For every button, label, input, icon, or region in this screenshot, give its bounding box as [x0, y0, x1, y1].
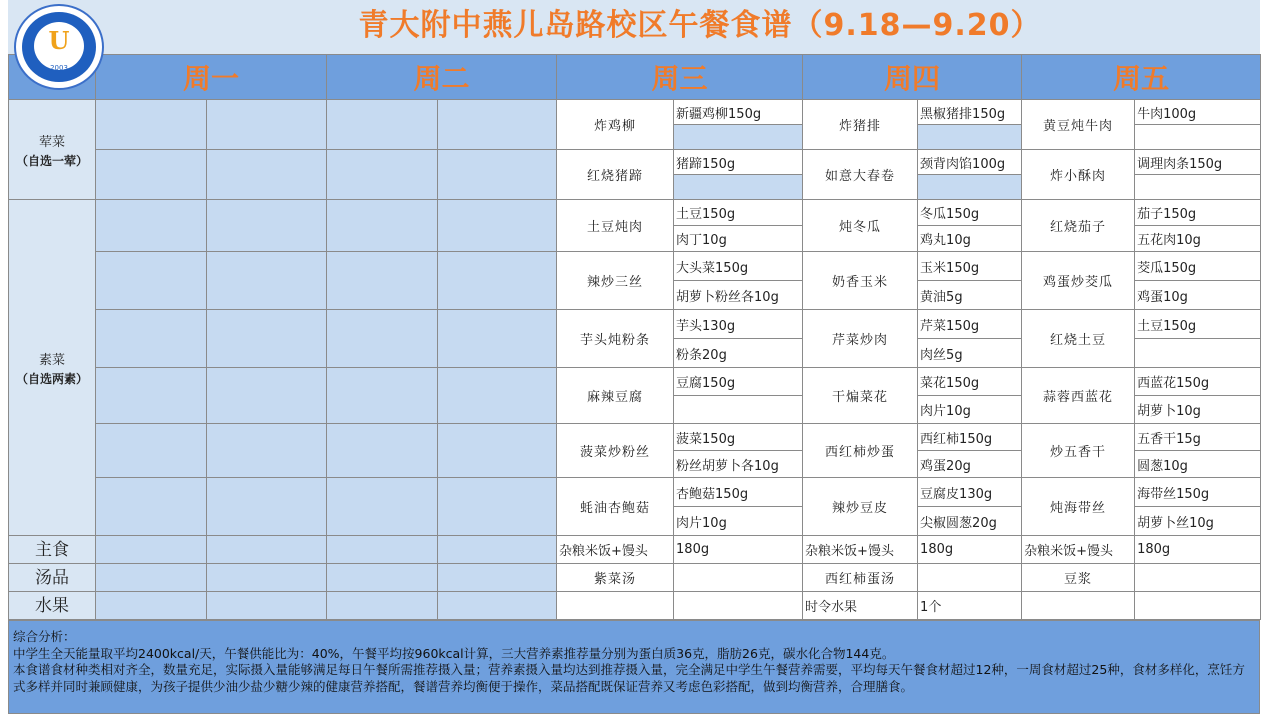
- soup-wed-amount: [674, 564, 803, 592]
- fruit-blank: [438, 592, 557, 620]
- meat-blank: [327, 100, 438, 150]
- ingredient: 菜花150g: [918, 368, 1022, 396]
- dish-name: 芹菜炒肉: [803, 310, 918, 368]
- meat-blank: [918, 125, 1022, 150]
- soup-fri-amount: [1135, 564, 1261, 592]
- soup-blank: [207, 564, 327, 592]
- veg-blank: [207, 310, 327, 368]
- staple-blank: [438, 536, 557, 564]
- dish-name: 炸小酥肉: [1022, 150, 1135, 200]
- fruit-blank: [327, 592, 438, 620]
- veg-blank: [207, 478, 327, 536]
- fruit-blank: [207, 592, 327, 620]
- ingredient: [674, 396, 803, 424]
- ingredient: [1135, 175, 1261, 200]
- veg-blank: [327, 200, 438, 252]
- staple-row: [9, 536, 1261, 564]
- veg-row: [9, 424, 1261, 451]
- ingredient: 茭瓜150g: [1135, 252, 1261, 281]
- dish-name: 红烧茄子: [1022, 200, 1135, 252]
- fruit-row: [9, 592, 1261, 620]
- category-meat-note: （自选一荤）: [15, 153, 88, 168]
- meat-blank: [96, 100, 207, 150]
- ingredient: 粉丝胡萝卜各10g: [674, 451, 803, 478]
- ingredient: 尖椒圆葱20g: [918, 507, 1022, 536]
- soup-blank: [327, 564, 438, 592]
- veg-row: [9, 368, 1261, 396]
- day-tuesday: 周二: [327, 55, 557, 100]
- nutrition-summary: [8, 620, 1260, 714]
- veg-blank: [327, 478, 438, 536]
- category-meat: [9, 100, 96, 200]
- meat-row: [9, 100, 1261, 125]
- ingredient: 牛肉100g: [1135, 100, 1261, 125]
- veg-blank: [96, 200, 207, 252]
- soup-blank: [438, 564, 557, 592]
- logo-mark: U: [48, 26, 70, 55]
- veg-blank: [207, 200, 327, 252]
- ingredient: 海带丝150g: [1135, 478, 1261, 507]
- ingredient: 颈背肉馅100g: [918, 150, 1022, 175]
- ingredient: [1135, 339, 1261, 368]
- ingredient: 土豆150g: [674, 200, 803, 226]
- ingredient: 茄子150g: [1135, 200, 1261, 226]
- staple-thu-dish: 杂粮米饭+馒头: [803, 536, 918, 564]
- veg-blank: [96, 310, 207, 368]
- dish-name: 炸鸡柳: [557, 100, 674, 150]
- soup-thu-amount: [918, 564, 1022, 592]
- dish-name: 黄豆炖牛肉: [1022, 100, 1135, 150]
- veg-blank: [438, 310, 557, 368]
- fruit-fri-dish: [1022, 592, 1135, 620]
- day-wednesday: 周三: [557, 55, 803, 100]
- ingredient: 土豆150g: [1135, 310, 1261, 339]
- dish-name: 炖海带丝: [1022, 478, 1135, 536]
- ingredient: 芋头130g: [674, 310, 803, 339]
- veg-blank: [207, 252, 327, 310]
- ingredient: 杏鲍菇150g: [674, 478, 803, 507]
- meat-blank: [438, 150, 557, 200]
- ingredient: 猪蹄150g: [674, 150, 803, 175]
- ingredient: 鸡丸10g: [918, 226, 1022, 252]
- meat-blank: [674, 125, 803, 150]
- fruit-wed-dish: [557, 592, 674, 620]
- day-friday: 周五: [1022, 55, 1261, 100]
- ingredient: 西红柿150g: [918, 424, 1022, 451]
- veg-blank: [438, 368, 557, 424]
- dish-name: 蒜蓉西蓝花: [1022, 368, 1135, 424]
- ingredient: 西蓝花150g: [1135, 368, 1261, 396]
- category-meat-name: 荤菜: [38, 134, 65, 150]
- logo-year: 2003: [50, 64, 68, 72]
- fruit-thu-dish: 时令水果: [803, 592, 918, 620]
- ingredient: 冬瓜150g: [918, 200, 1022, 226]
- ingredient: 胡萝卜10g: [1135, 396, 1261, 424]
- staple-blank: [96, 536, 207, 564]
- ingredient: 胡萝卜丝10g: [1135, 507, 1261, 536]
- veg-blank: [327, 310, 438, 368]
- veg-blank: [438, 478, 557, 536]
- dish-name: 蚝油杏鲍菇: [557, 478, 674, 536]
- dish-name: 菠菜炒粉丝: [557, 424, 674, 478]
- ingredient: 肉片10g: [674, 507, 803, 536]
- staple-wed-dish: 杂粮米饭+馒头: [557, 536, 674, 564]
- fruit-wed-amount: [674, 592, 803, 620]
- ingredient: 胡萝卜粉丝各10g: [674, 281, 803, 310]
- ingredient: 肉片10g: [918, 396, 1022, 424]
- dish-name: 芋头炖粉条: [557, 310, 674, 368]
- summary-line-analysis: 本食谱食材种类相对齐全，数量充足，实际摄入量能够满足每日午餐所需推荐摄入量；营养素摄入量均达到推荐摄入量，完全满足中学生午餐营养需要，平均每天午餐食材超过12种，一周食材超过25种，食材多样化，烹饪方式多样并同时兼顾健康，为孩子提供少油少盐少糖少辣的健康营养搭配，餐谱营养均衡便于操作，菜品搭配既保证营养又考虑色彩搭配，做到均衡营养，合理膳食。: [13, 662, 1245, 694]
- veg-row: [9, 200, 1261, 226]
- day-header-row: [9, 55, 1261, 100]
- summary-line-energy: 中学生全天能量取平均2400kcal/天，午餐供能比为：40%，午餐平均按960kcal计算，三大营养素推荐量分别为蛋白质36克，脂肪26克，碳水化合物144克。: [13, 645, 895, 661]
- ingredient: [1135, 125, 1261, 150]
- category-staple: 主食: [9, 536, 96, 564]
- meat-blank: [918, 175, 1022, 200]
- meat-blank: [674, 175, 803, 200]
- fruit-fri-amount: [1135, 592, 1261, 620]
- ingredient: 肉丝5g: [918, 339, 1022, 368]
- veg-blank: [96, 478, 207, 536]
- ingredient: 肉丁10g: [674, 226, 803, 252]
- day-monday: 周一: [96, 55, 327, 100]
- veg-blank: [327, 368, 438, 424]
- dish-name: 奶香玉米: [803, 252, 918, 310]
- soup-wed-dish: 紫菜汤: [557, 564, 674, 592]
- dish-name: 西红柿炒蛋: [803, 424, 918, 478]
- veg-blank: [207, 368, 327, 424]
- category-fruit: 水果: [9, 592, 96, 620]
- ingredient: 芹菜150g: [918, 310, 1022, 339]
- dish-name: 红烧土豆: [1022, 310, 1135, 368]
- ingredient: 黄油5g: [918, 281, 1022, 310]
- dish-name: 麻辣豆腐: [557, 368, 674, 424]
- dish-name: 辣炒豆皮: [803, 478, 918, 536]
- veg-blank: [327, 424, 438, 478]
- ingredient: 玉米150g: [918, 252, 1022, 281]
- veg-blank: [96, 252, 207, 310]
- dish-name: 干煸菜花: [803, 368, 918, 424]
- dish-name: 炒五香干: [1022, 424, 1135, 478]
- ingredient: 鸡蛋10g: [1135, 281, 1261, 310]
- meat-blank: [327, 150, 438, 200]
- staple-thu-amount: 180g: [918, 536, 1022, 564]
- ingredient: 大头菜150g: [674, 252, 803, 281]
- staple-blank: [207, 536, 327, 564]
- fruit-blank: [96, 592, 207, 620]
- ingredient: 豆腐皮130g: [918, 478, 1022, 507]
- veg-blank: [207, 424, 327, 478]
- menu-table: [8, 54, 1261, 620]
- page-title: 青大附中燕儿岛路校区午餐食谱（9.18—9.20）: [358, 8, 1042, 43]
- veg-blank: [327, 252, 438, 310]
- dish-name: 红烧猪蹄: [557, 150, 674, 200]
- dish-name: 鸡蛋炒茭瓜: [1022, 252, 1135, 310]
- veg-row: [9, 252, 1261, 281]
- ingredient: 豆腐150g: [674, 368, 803, 396]
- category-soup: 汤品: [9, 564, 96, 592]
- ingredient: 鸡蛋20g: [918, 451, 1022, 478]
- soup-blank: [96, 564, 207, 592]
- summary-heading: 综合分析：: [13, 629, 76, 644]
- ingredient: 黑椒猪排150g: [918, 100, 1022, 125]
- dish-name: 辣炒三丝: [557, 252, 674, 310]
- ingredient: 圆葱10g: [1135, 451, 1261, 478]
- meat-blank: [96, 150, 207, 200]
- soup-thu-dish: 西红柿蛋汤: [803, 564, 918, 592]
- staple-wed-amount: 180g: [674, 536, 803, 564]
- dish-name: 土豆炖肉: [557, 200, 674, 252]
- school-logo-icon: [14, 4, 104, 90]
- ingredient: 粉条20g: [674, 339, 803, 368]
- meat-blank: [207, 100, 327, 150]
- ingredient: 五花肉10g: [1135, 226, 1261, 252]
- staple-blank: [327, 536, 438, 564]
- meat-blank: [438, 100, 557, 150]
- veg-blank: [438, 200, 557, 252]
- dish-name: 如意大春卷: [803, 150, 918, 200]
- dish-name: 炖冬瓜: [803, 200, 918, 252]
- staple-fri-amount: 180g: [1135, 536, 1261, 564]
- soup-row: [9, 564, 1261, 592]
- veg-blank: [96, 424, 207, 478]
- meat-blank: [207, 150, 327, 200]
- veg-row: [9, 310, 1261, 339]
- ingredient: 五香干15g: [1135, 424, 1261, 451]
- category-veg-note: （自选两素）: [15, 371, 88, 386]
- ingredient: 菠菜150g: [674, 424, 803, 451]
- dish-name: 炸猪排: [803, 100, 918, 150]
- staple-fri-dish: 杂粮米饭+馒头: [1022, 536, 1135, 564]
- ingredient: 调理肉条150g: [1135, 150, 1261, 175]
- soup-fri-dish: 豆浆: [1022, 564, 1135, 592]
- category-veg-name: 素菜: [38, 352, 65, 368]
- veg-blank: [96, 368, 207, 424]
- veg-row: [9, 478, 1261, 507]
- fruit-thu-amount: 1个: [918, 592, 1022, 620]
- meat-row: [9, 150, 1261, 175]
- category-veg: [9, 200, 96, 536]
- day-thursday: 周四: [803, 55, 1022, 100]
- ingredient: 新疆鸡柳150g: [674, 100, 803, 125]
- veg-blank: [438, 424, 557, 478]
- veg-blank: [438, 252, 557, 310]
